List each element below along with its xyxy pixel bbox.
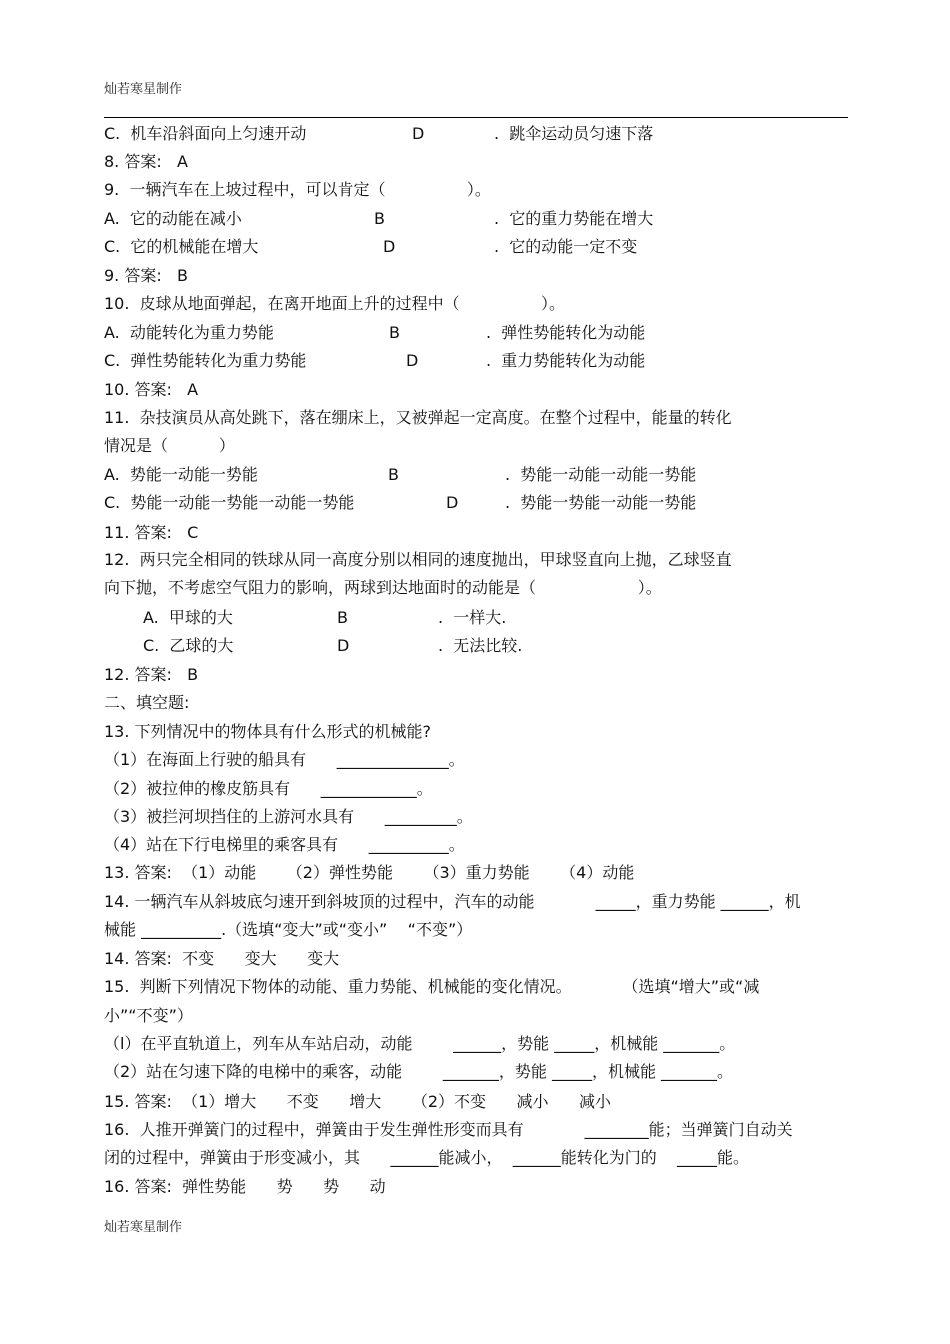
page-footer: 灿若寒星制作 bbox=[104, 1220, 183, 1235]
page-header: 灿若寒星制作 bbox=[104, 82, 183, 97]
text-line: A. 它的动能在减小 bbox=[104, 209, 242, 228]
text-line: . 弹性势能转化为动能 bbox=[486, 323, 646, 342]
text-line: 12. 两只完全相同的铁球从同一高度分别以相同的速度抛出，甲球竖直向上抛，乙球竖直 bbox=[104, 550, 732, 569]
text-line: C. 机车沿斜面向上匀速开动 bbox=[104, 124, 307, 143]
text-line: 13. 下列情况中的物体具有什么形式的机械能? bbox=[104, 722, 432, 741]
text-line: C. 弹性势能转化为重力势能 bbox=[104, 351, 307, 370]
text-line: B bbox=[337, 608, 348, 627]
text-line: . 势能一动能一动能一势能 bbox=[505, 465, 697, 484]
text-line: A. 甲球的大 bbox=[143, 608, 233, 627]
text-line: 15. 判断下列情况下物体的动能、重力势能、机械能的变化情况。 （选填“增大”或“减 bbox=[104, 977, 760, 996]
text-line: . 势能一势能一动能一势能 bbox=[505, 493, 697, 512]
text-line: （3）被拦河坝挡住的上游河水具有 _________。 bbox=[104, 807, 473, 826]
text-line: 16. 人推开弹簧门的过程中，弹簧由于发生弹性形变而具有 ________能；当弹簧门自动关 bbox=[104, 1120, 793, 1139]
text-line: 9. 答案: B bbox=[104, 266, 188, 285]
text-line: （4）站在下行电梯里的乘客具有 __________。 bbox=[104, 835, 465, 854]
text-line: . 重力势能转化为动能 bbox=[486, 351, 646, 370]
text-line: 10. 答案: A bbox=[104, 380, 199, 399]
text-line: B bbox=[388, 465, 399, 484]
text-line: 10. 皮球从地面弹起，在离开地面上升的过程中（ ）。 bbox=[104, 294, 565, 313]
text-line: C. 它的机械能在增大 bbox=[104, 237, 259, 256]
text-line: A. 势能一动能一势能 bbox=[104, 465, 258, 484]
text-line: 14. 一辆汽车从斜坡底匀速开到斜坡顶的过程中，汽车的动能 _____，重力势能 ______，机 bbox=[104, 892, 801, 911]
text-line: 11. 答案: C bbox=[104, 523, 199, 542]
text-line: D bbox=[412, 124, 425, 143]
text-line: . 一样大. bbox=[438, 608, 507, 627]
text-line: D bbox=[337, 636, 350, 655]
text-line: 12. 答案: B bbox=[104, 665, 199, 684]
text-line: . 它的重力势能在增大 bbox=[494, 209, 654, 228]
text-line: A. 动能转化为重力势能 bbox=[104, 323, 274, 342]
text-line: 9. 一辆汽车在上坡过程中，可以肯定（ ）。 bbox=[104, 180, 491, 199]
text-line: 8. 答案: A bbox=[104, 152, 188, 171]
text-line: 情况是（ ） bbox=[104, 436, 235, 455]
text-line: . 无法比较. bbox=[438, 636, 523, 655]
text-line: （2）被拉伸的橡皮筋具有 ____________。 bbox=[104, 779, 433, 798]
text-line: 13. 答案: （1）动能 （2）弹性势能 （3）重力势能 （4）动能 bbox=[104, 863, 635, 882]
text-line: 11. 杂技演员从高处跳下，落在绷床上，又被弹起一定高度。在整个过程中，能量的转化 bbox=[104, 408, 732, 427]
text-line: 向下抛，不考虑空气阻力的影响，两球到达地面时的动能是（ ）。 bbox=[104, 578, 662, 597]
text-line: 闭的过程中，弹簧由于形变减小，其 ______能减小， ______能转化为门的 _____能。 bbox=[104, 1148, 750, 1167]
text-line: 14. 答案: 不变 变大 变大 bbox=[104, 949, 340, 968]
text-line: C. 势能一动能一势能一动能一势能 bbox=[104, 493, 355, 512]
text-line: D bbox=[383, 237, 396, 256]
text-line: 16. 答案: 弹性势能 势 势 动 bbox=[104, 1177, 386, 1196]
text-line: （2）站在匀速下降的电梯中的乘客，动能 _______，势能 _____，机械能 _______。 bbox=[104, 1062, 734, 1081]
text-line: B bbox=[374, 209, 385, 228]
text-line: . 跳伞运动员匀速下落 bbox=[494, 124, 654, 143]
header-divider bbox=[104, 117, 848, 118]
text-line: D bbox=[406, 351, 419, 370]
text-line: （l）在平直轨道上，列车从车站启动，动能 ______，势能 _____，机械能 _______。 bbox=[104, 1034, 736, 1053]
text-line: . 它的动能一定不变 bbox=[494, 237, 638, 256]
text-line: （1）在海面上行驶的船具有 ______________。 bbox=[104, 750, 465, 769]
text-line: B bbox=[389, 323, 400, 342]
text-line: C. 乙球的大 bbox=[143, 636, 234, 655]
text-line: D bbox=[446, 493, 459, 512]
text-line: 二、填空题: bbox=[104, 693, 190, 712]
text-line: 15. 答案: （1）增大 不变 增大 （2）不变 减小 减小 bbox=[104, 1092, 612, 1111]
text-line: 械能 __________.（选填“变大”或“变小” “不变”） bbox=[104, 920, 473, 939]
text-line: 小”“不变”） bbox=[104, 1006, 193, 1025]
